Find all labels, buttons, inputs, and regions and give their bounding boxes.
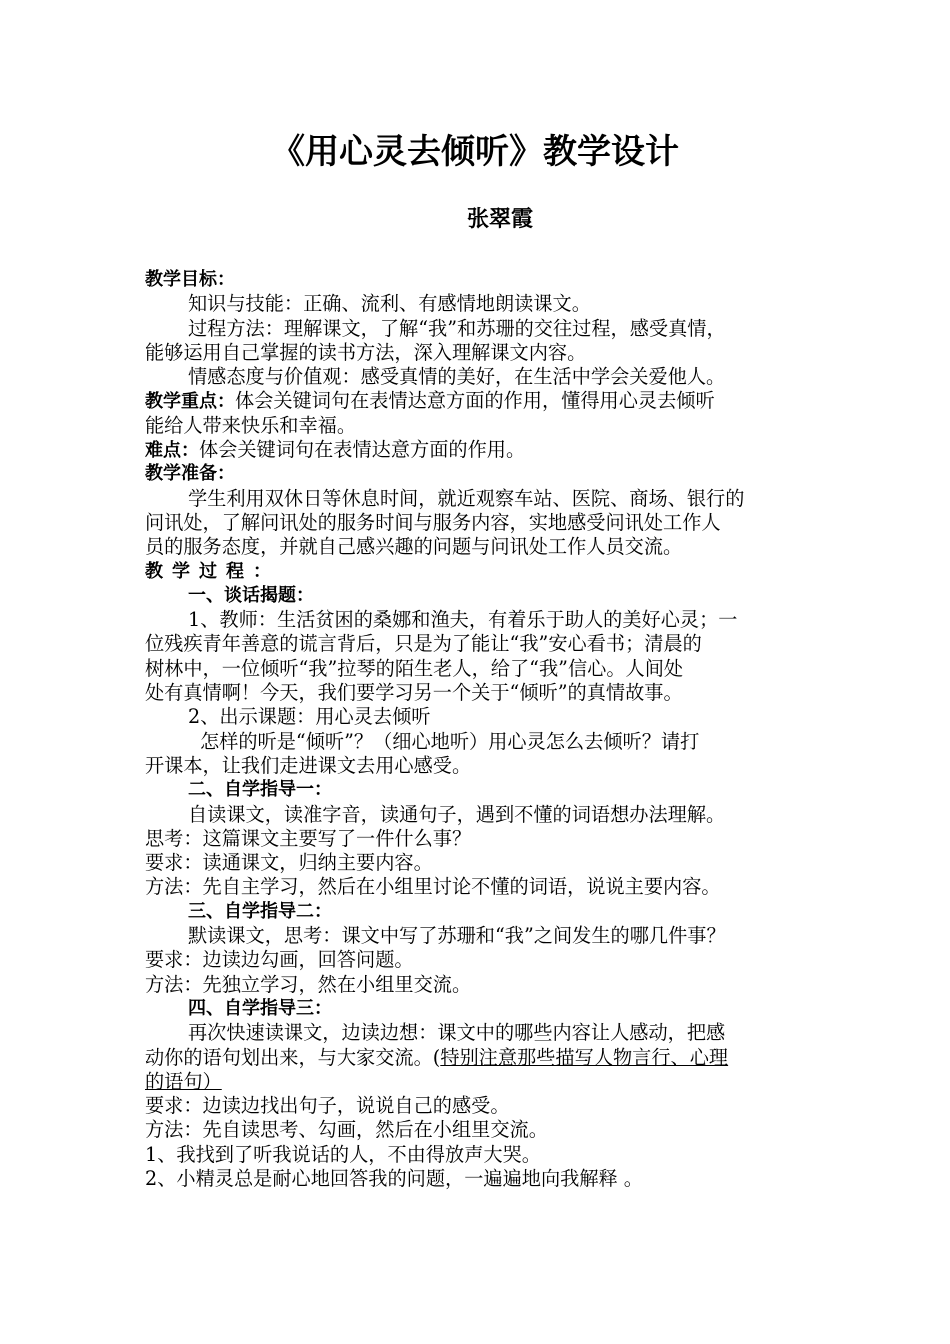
- paragraph: 处有真情啊！今天，我们要学习另一个关于“倾听”的真情故事。: [145, 681, 683, 705]
- paragraph: 能够运用自己掌握的读书方法，深入理解课文内容。: [145, 340, 587, 364]
- section-heading: 三、自学指导二：: [188, 900, 332, 922]
- paragraph: 怎样的听是“倾听”？（细心地听）用心灵怎么去倾听？请打: [200, 729, 700, 753]
- paragraph: 问讯处，了解问讯处的服务时间与服务内容，实地感受问讯处工作人: [145, 510, 721, 534]
- paragraph: 要求：边读边勾画，回答问题。: [145, 948, 414, 972]
- paragraph: 树林中，一位倾听“我”拉琴的陌生老人，给了“我”信心。人间处: [145, 656, 684, 680]
- key-point-paragraph: [145, 389, 825, 413]
- procedure-heading: 教学过程：: [145, 560, 280, 582]
- paragraph: 要求：读通课文，归纳主要内容。: [145, 851, 433, 875]
- paragraph: 开课本，让我们走进课文去用心感受。: [145, 753, 472, 777]
- paragraph: 默读课文，思考：课文中写了苏珊和“我”之间发生的哪几件事？: [188, 924, 726, 948]
- paragraph: 再次快速读课文，边读边想：课文中的哪些内容让人感动，把感: [188, 1021, 726, 1045]
- difficulty-label: 难点：: [145, 440, 199, 462]
- paragraph-text: 动你的语句划出来，与大家交流。(: [145, 1045, 441, 1069]
- paragraph: 方法：先独立学习，然在小组里交流。: [145, 972, 472, 996]
- paragraph: 思考：这篇课文主要写了一件什么事？: [145, 826, 472, 850]
- preparation-heading: 教学准备：: [145, 463, 235, 485]
- paragraph: 位残疾青年善意的谎言背后，只是为了能让“我”安心看书；清晨的: [145, 632, 702, 656]
- section-heading: 四、自学指导三：: [188, 997, 332, 1019]
- paragraph: 员的服务态度，并就自己感兴趣的问题与问讯处工作人员交流。: [145, 535, 683, 559]
- paragraph: [145, 1046, 825, 1070]
- document-body: [145, 268, 825, 1191]
- paragraph: 知识与技能：正确、流利、有感情地朗读课文。: [188, 292, 591, 316]
- paragraph: 1、教师：生活贫困的桑娜和渔夫，有着乐于助人的美好心灵；一: [188, 608, 738, 632]
- paragraph: 过程方法：理解课文，了解“我”和苏珊的交往过程，感受真情，: [188, 316, 726, 340]
- paragraph: 情感态度与价值观：感受真情的美好，在生活中学会关爱他人。: [188, 365, 726, 389]
- paragraph: 学生利用双休日等休息时间，就近观察车站、医院、商场、银行的: [188, 486, 745, 510]
- document-title: 《用心灵去倾听》教学设计: [271, 132, 679, 172]
- paragraph: 方法：先自读思考、勾画，然后在小组里交流。: [145, 1118, 548, 1142]
- section-heading: 二、自学指导一：: [188, 779, 332, 801]
- paragraph: 2、出示课题：用心灵去倾听: [188, 705, 431, 729]
- difficulty-text: 体会关键词句在表情达意方面的作用。: [199, 438, 526, 462]
- paragraph: 自读课文，读准字音，读通句子，遇到不懂的词语想办法理解。: [188, 802, 726, 826]
- key-point-text: 体会关键词句在表情达意方面的作用，懂得用心灵去倾听: [235, 389, 715, 413]
- underlined-note: 的语句）: [145, 1069, 222, 1093]
- list-item: 1、我找到了听我说话的人，不由得放声大哭。: [145, 1142, 541, 1166]
- section-heading: 一、谈话揭题：: [188, 584, 314, 606]
- list-item: 2、小精灵总是耐心地回答我的问题，一遍遍地向我解释 。: [145, 1166, 643, 1190]
- objectives-heading: 教学目标：: [145, 269, 235, 290]
- difficulty-paragraph: [145, 438, 825, 462]
- paragraph: 能给人带来快乐和幸福。: [145, 413, 357, 437]
- author-name: 张翠霞: [466, 207, 533, 232]
- key-point-label: 教学重点：: [145, 391, 235, 413]
- underlined-note: 特别注意那些描写人物言行、心理: [440, 1045, 729, 1069]
- paragraph: 方法：先自主学习，然后在小组里讨论不懂的词语，说说主要内容。: [145, 875, 721, 899]
- paragraph: 要求：边读边找出句子，说说自己的感受。: [145, 1094, 510, 1118]
